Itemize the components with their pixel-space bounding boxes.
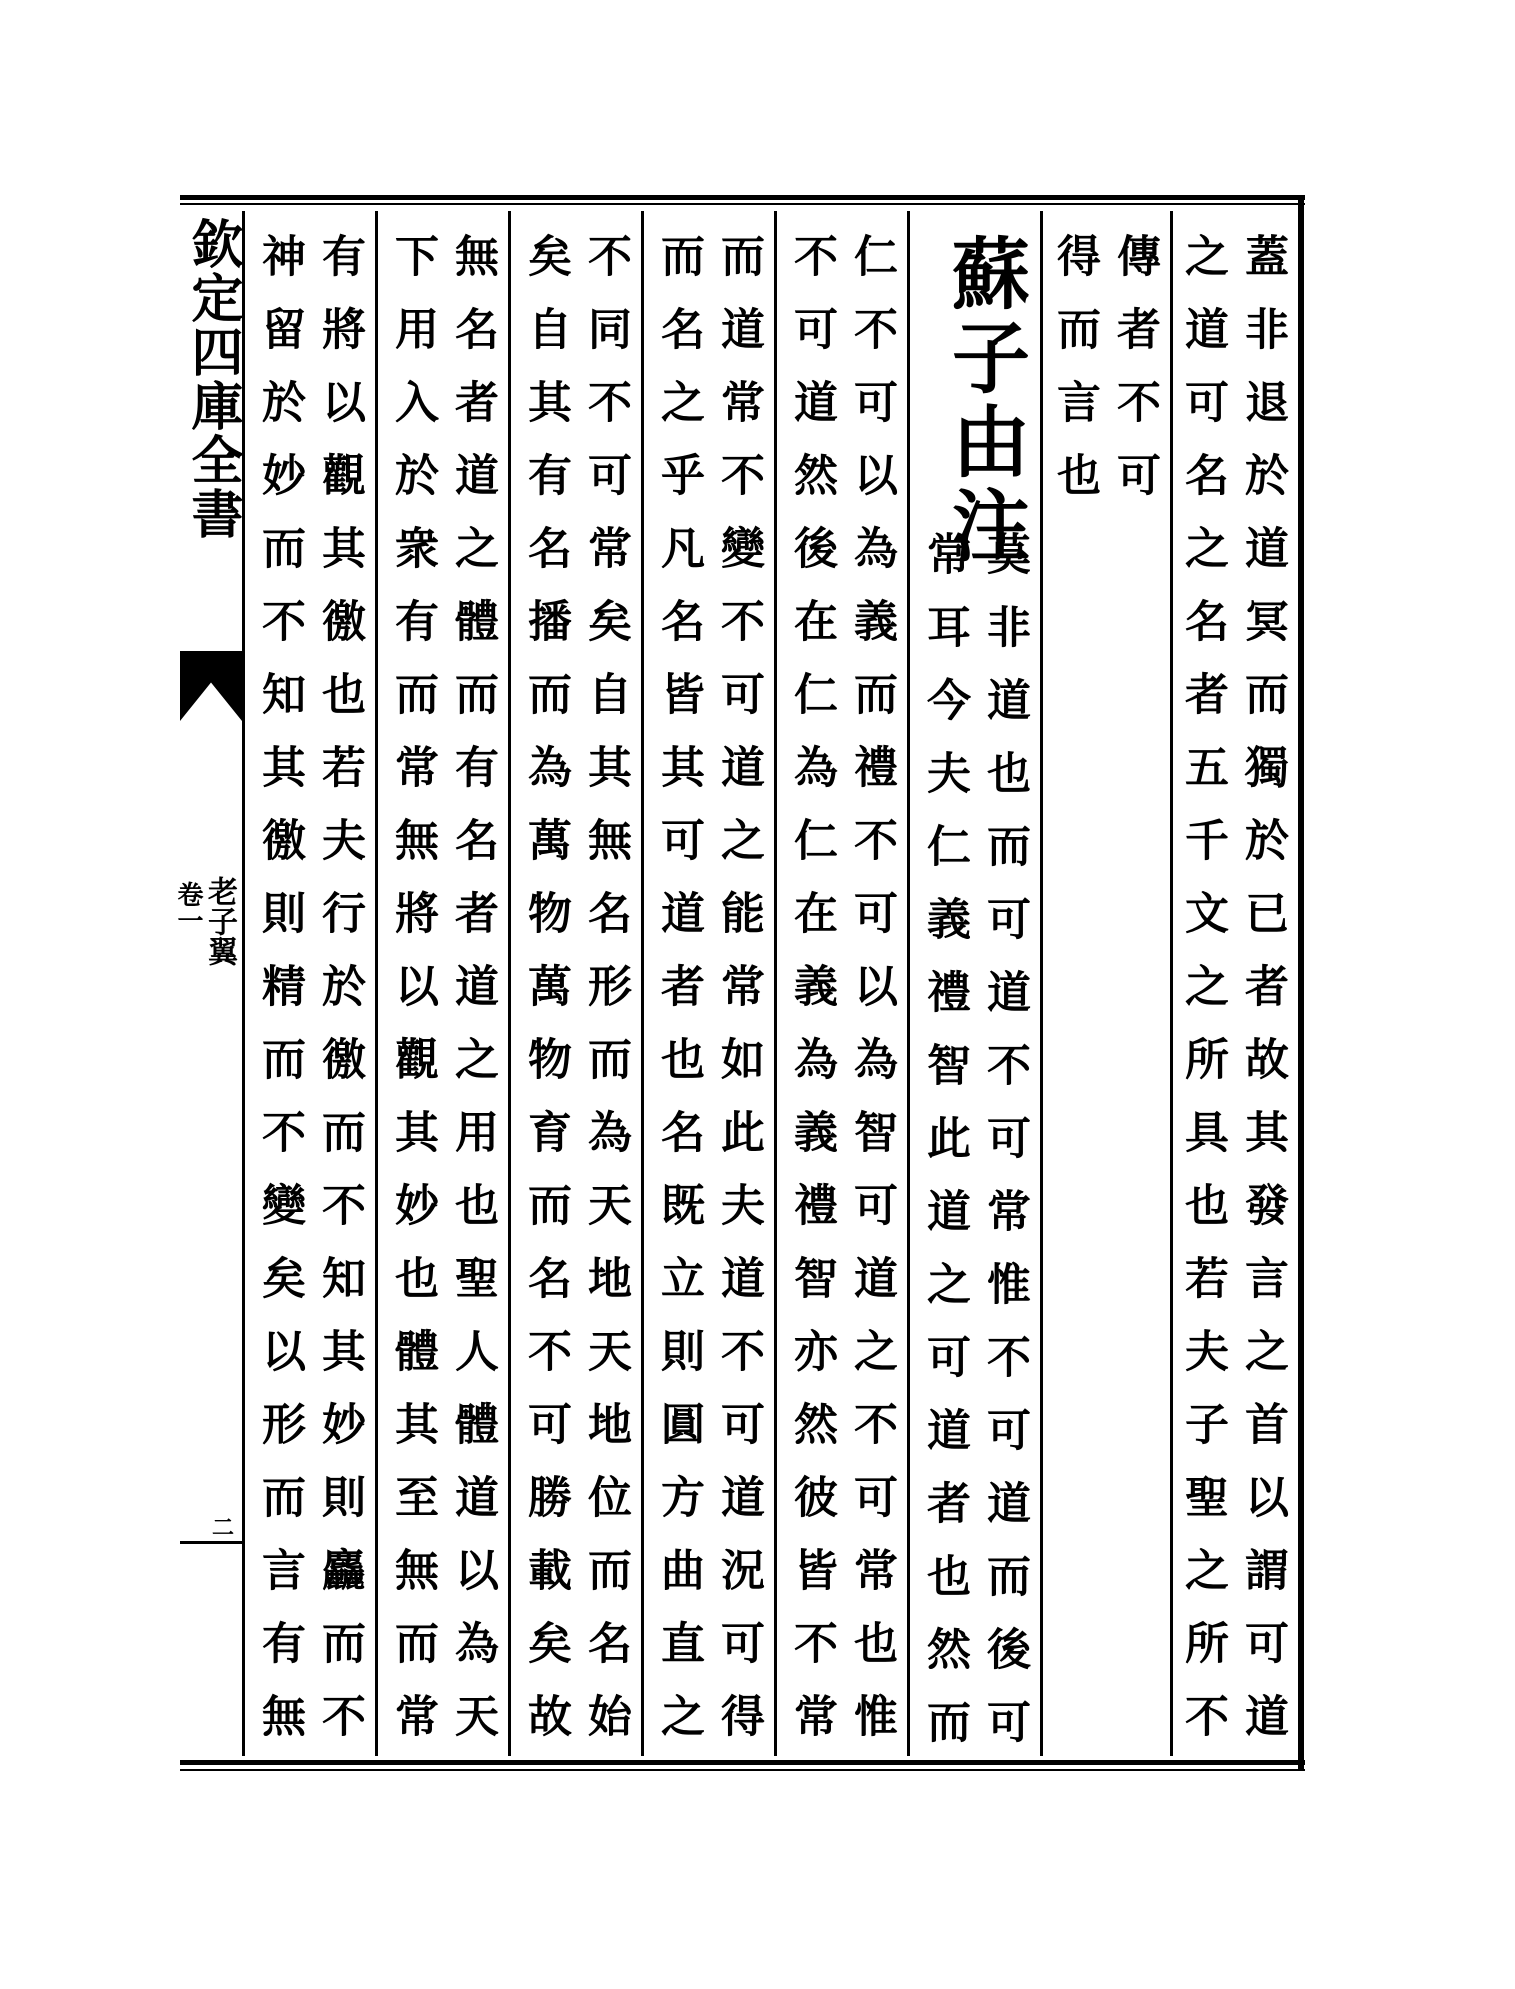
margin-rule	[180, 1541, 242, 1544]
text-line: 不可道然後在仁為仁在義為義禮智亦然彼皆不常	[786, 233, 837, 1766]
text-line: 而名之乎凡名皆其可道者也名既立則圓方曲直之	[653, 233, 704, 1766]
fishtail-ornament-icon	[180, 651, 242, 721]
book-title: 欽定四庫全書	[182, 217, 243, 541]
text-line: 常耳今夫仁義禮智此道之可道者也然而	[919, 531, 970, 1772]
text-line: 傳者不可	[1109, 233, 1160, 525]
document-page	[173, 195, 1305, 1772]
right-border	[1298, 195, 1304, 1771]
text-line: 而道常不變不可道之能常如此夫道不可道況可得	[713, 233, 764, 1766]
text-column-4	[774, 211, 907, 1766]
text-column-8	[242, 211, 375, 1766]
bottom-border-inner	[180, 1769, 1305, 1771]
text-line: 不同不可常矣自其無名形而為天地天地位而名始	[580, 233, 631, 1766]
chapter-label: 老子翼	[202, 876, 237, 966]
text-line: 仁不可以為義而禮不可以為智可道之不可常也惟	[846, 233, 897, 1766]
text-line: 之道可名之名者五千文之所具也若夫子聖之所不	[1177, 233, 1228, 1766]
text-column-1	[1170, 211, 1298, 1766]
text-column-5	[641, 211, 774, 1766]
volume-label: 卷一	[173, 881, 203, 933]
text-line: 莫非道也而可道不可常惟不可道而後可	[979, 531, 1030, 1772]
text-line: 得而言也	[1049, 233, 1100, 525]
text-line: 神留於妙而不知其徼則精而不變矣以形而言有無	[254, 233, 305, 1766]
text-line: 無名者道之體而有名者道之用也聖人體道以為天	[447, 233, 498, 1766]
text-column-7	[375, 211, 508, 1766]
text-column-3	[907, 211, 1040, 1772]
top-border	[180, 195, 1305, 200]
page-margin-column	[173, 211, 243, 1756]
top-border-inner	[180, 203, 1305, 205]
page-number: 二	[212, 1515, 235, 1541]
text-line: 下用入於衆有而常無將以觀其妙也體其至無而常	[387, 233, 438, 1766]
section-title: 蘇子由注	[939, 233, 1030, 569]
text-line: 矣自其有名播而為萬物萬物育而名不可勝載矣故	[520, 233, 571, 1766]
text-line: 有將以觀其徼也若夫行於徼而不知其妙則麤而不	[314, 233, 365, 1766]
text-column-6	[508, 211, 641, 1766]
text-column-2	[1040, 211, 1170, 1756]
text-line: 蓋非退於道冥而獨於已者故其發言之首以謂可道	[1237, 233, 1288, 1766]
